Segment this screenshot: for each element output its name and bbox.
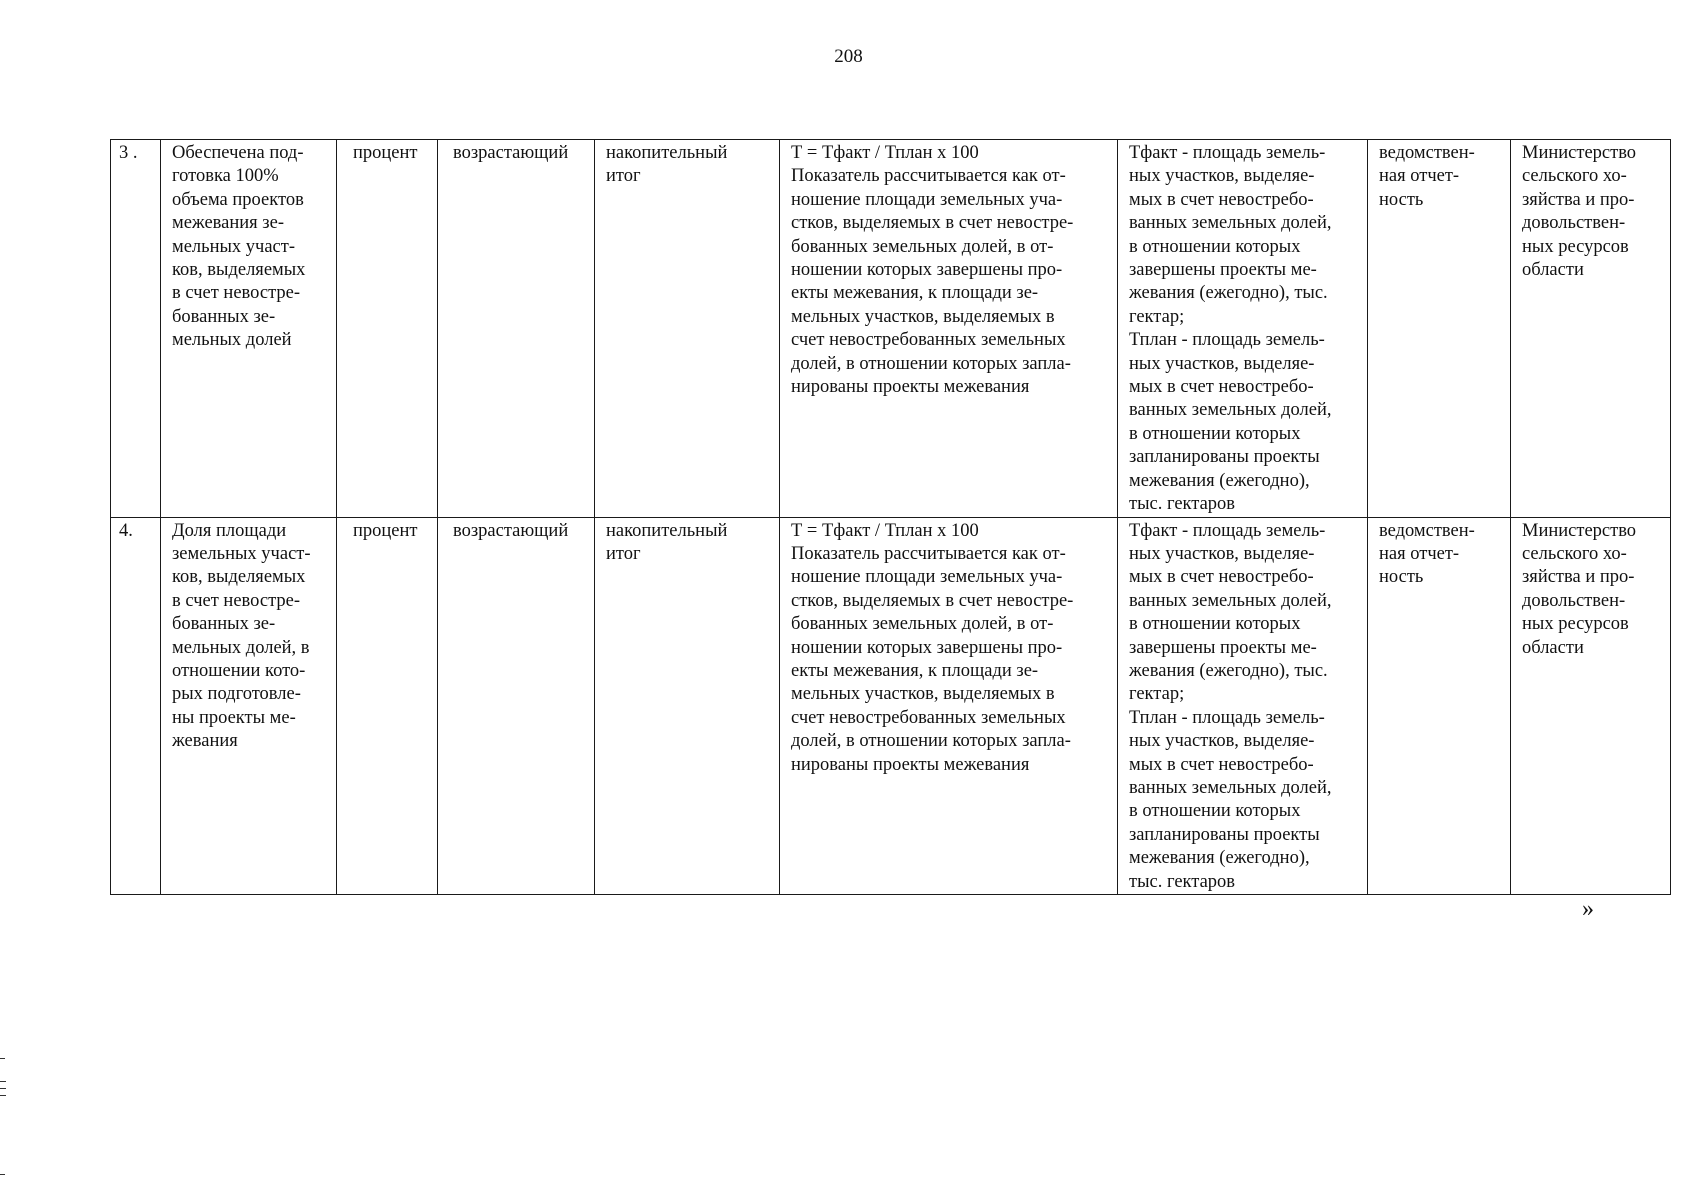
closing-quote-mark: » <box>1582 896 1594 922</box>
scan-edge-mark <box>0 1174 5 1175</box>
source-cell: ведомствен- ная отчет- ность <box>1368 140 1511 518</box>
responsible-cell: Министерство сельского хо- зяйства и про- довольствен- ных ресурсов области <box>1511 517 1671 895</box>
indicator-name-cell: Обеспечена под- готовка 100% объема проектов межевания зе- мельных участ- ков, выделяемых в счет невостре- бованных зе- мельных долей <box>161 140 337 518</box>
table-row <box>111 517 1671 895</box>
accumulation-cell: накопительный итог <box>595 517 780 895</box>
table-row <box>111 140 1671 518</box>
indicators-table <box>110 139 1671 895</box>
responsible-cell: Министерство сельского хо- зяйства и про- довольствен- ных ресурсов области <box>1511 140 1671 518</box>
variables-cell: Тфакт - площадь земель- ных участков, выделяе- мых в счет невостребо- ванных земельных долей, в отношении которых завершены проекты ме- жевания (ежегодно), тыс. гектар; Тплан - площадь земель- ных участков, выделяе- мых в счет невостребо- ванных земельных долей, в отношении которых запланированы проекты межевания (ежегодно), тыс. гектаров <box>1118 517 1368 895</box>
direction-cell: возрастающий <box>438 517 595 895</box>
indicator-name-cell: Доля площади земельных участ- ков, выделяемых в счет невостре- бованных зе- мельных долей, в отношении кото- рых подготовле- ны проекты ме- жевания <box>161 517 337 895</box>
formula-cell: Т = Тфакт / Тплан х 100 Показатель рассчитывается как от- ношение площади земельных уча- стков, выделяемых в счет невостре- бованных земельных долей, в от- ношении которых завершены про- екты межевания, к площади зе- мельных участков, выделяемых в счет невостребованных земельных долей, в отношении которых запла- нированы проекты межевания <box>780 517 1118 895</box>
direction-cell: возрастающий <box>438 140 595 518</box>
scan-edge-mark <box>0 1081 6 1082</box>
scan-edge-mark <box>0 1058 5 1059</box>
scan-edge-mark <box>0 1095 6 1096</box>
accumulation-cell: накопительный итог <box>595 140 780 518</box>
row-number-cell: 4. <box>111 517 161 895</box>
page-number: 208 <box>834 46 863 67</box>
source-cell: ведомствен- ная отчет- ность <box>1368 517 1511 895</box>
unit-cell: процент <box>337 517 438 895</box>
scan-edge-mark <box>0 1088 6 1089</box>
unit-cell: процент <box>337 140 438 518</box>
row-number-cell: 3 . <box>111 140 161 518</box>
formula-cell: Т = Тфакт / Тплан х 100 Показатель рассчитывается как от- ношение площади земельных уча- стков, выделяемых в счет невостре- бованных земельных долей, в от- ношении которых завершены про- екты межевания, к площади зе- мельных участков, выделяемых в счет невостребованных земельных долей, в отношении которых запла- нированы проекты межевания <box>780 140 1118 518</box>
variables-cell: Тфакт - площадь земель- ных участков, выделяе- мых в счет невостребо- ванных земельных долей, в отношении которых завершены проекты ме- жевания (ежегодно), тыс. гектар; Тплан - площадь земель- ных участков, выделяе- мых в счет невостребо- ванных земельных долей, в отношении которых запланированы проекты межевания (ежегодно), тыс. гектаров <box>1118 140 1368 518</box>
